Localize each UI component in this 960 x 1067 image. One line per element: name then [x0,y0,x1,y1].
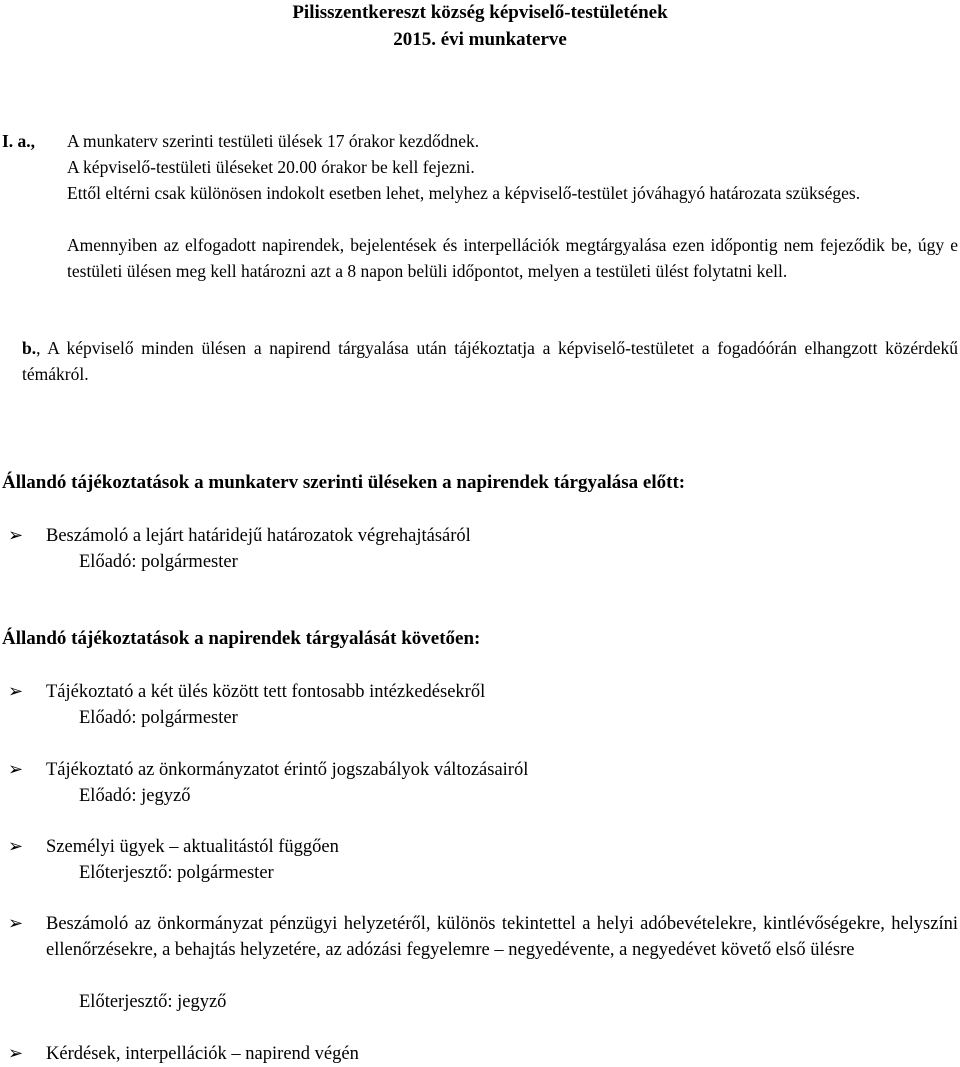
section-a-line1: A munkaterv szerinti testületi ülések 17 órakor kezdődnek. [67,131,480,151]
arrowhead-bullet-icon: ➢ [8,759,24,780]
arrowhead-bullet-icon: ➢ [8,913,24,934]
list-item: Kérdések, interpellációk – napirend végén [46,1044,359,1064]
document-title-line1: Pilisszentkereszt község képviselő-testületének [292,2,668,23]
list-item-presenter: Előadó: jegyző [79,786,191,806]
section-a-paragraph2: Amennyiben az elfogadott napirendek, bejelentések és interpellációk megtárgyalása ezen időpontig nem fejeződik be, úgy e testületi ülésen meg kell határozni azt a 8 napon belüli időpontot, melyen a testületi ülést folytatni kell. [67,235,958,281]
list-item-presenter: Előterjesztő: jegyző [79,992,227,1012]
section-a-paragraph1: Ettől eltérni csak különösen indokolt esetben lehet, melyhez a képviselő-testület jóváhagyó határozata szükséges. [67,183,861,203]
arrowhead-bullet-icon: ➢ [8,836,24,857]
section-a-line2: A képviselő-testületi üléseket 20.00 órakor be kell fejezni. [67,157,475,177]
document-title-line2: 2015. évi munkaterve [393,29,567,50]
list-item: Személyi ügyek – aktualitástól függően [46,837,339,857]
section-a-marker: I. a., [2,131,36,151]
section-b-text: , A képviselő minden ülésen a napirend tárgyalása után tájékoztatja a képviselő-testületet a fogadóórán elhangzott közérdekű témákról. [22,338,958,384]
arrowhead-bullet-icon: ➢ [8,681,24,702]
arrowhead-bullet-icon: ➢ [8,1043,24,1064]
list-item: Beszámoló az önkormányzat pénzügyi helyzetéről, különös tekintettel a helyi adóbevételekre, kintlévőségekre, helyszíni ellenőrzésekre, a behajtás helyzetére, az adózási fegyelemre – negyedévente, a negyedévet követő első ülésre [46,914,958,960]
list-item: Beszámoló a lejárt határidejű határozatok végrehajtásáról [46,526,471,546]
list-item: Tájékoztató az önkormányzatot érintő jogszabályok változásairól [46,760,529,780]
list-item: Tájékoztató a két ülés között tett fontosabb intézkedésekről [46,682,486,702]
section-b-marker: b. [22,338,37,358]
heading-after-agenda: Állandó tájékoztatások a napirendek tárgyalását követően: [2,628,481,649]
list-item-presenter: Előterjesztő: polgármester [79,863,274,883]
list-item-presenter: Előadó: polgármester [79,552,238,572]
arrowhead-bullet-icon: ➢ [8,525,24,546]
heading-before-agenda: Állandó tájékoztatások a munkaterv szerinti üléseken a napirendek tárgyalása előtt: [2,472,686,493]
section-b [22,335,958,387]
list-item-presenter: Előadó: polgármester [79,708,238,728]
